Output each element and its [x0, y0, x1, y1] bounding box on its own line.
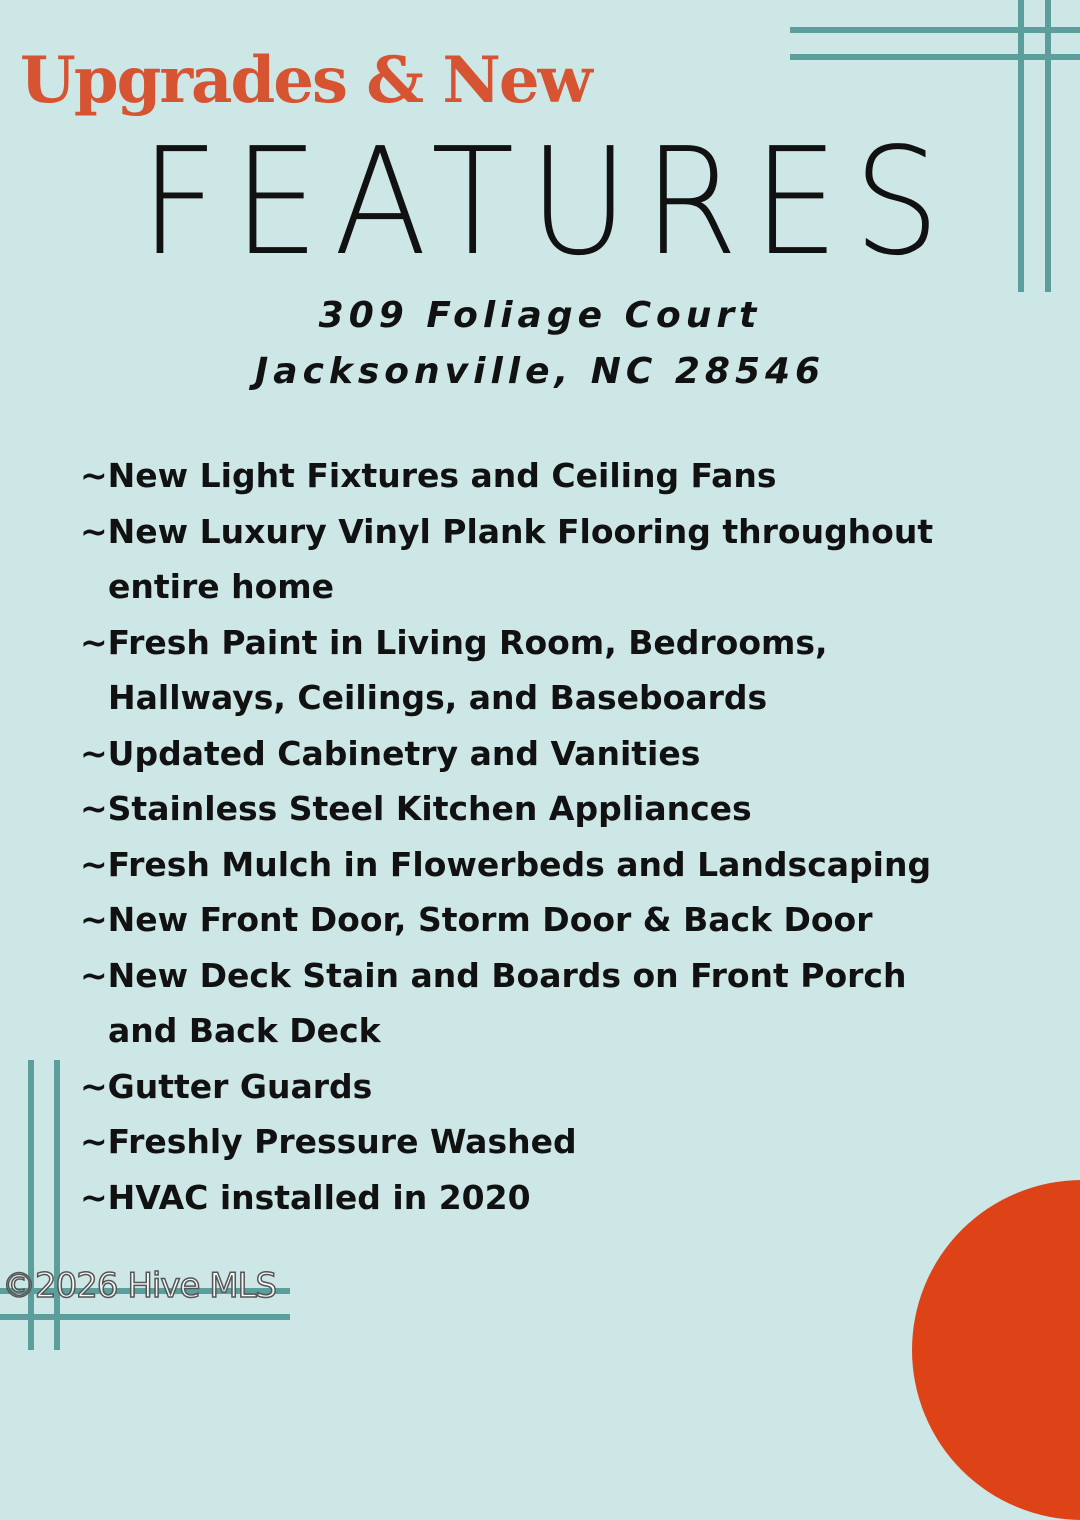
decorative-line-top-vertical-1: [1018, 0, 1024, 292]
decorative-line-top-vertical-2: [1045, 0, 1051, 292]
feature-text: ~New Deck Stain and Boards on Front Porch: [80, 955, 907, 995]
feature-item: [80, 615, 1010, 726]
decorative-line-top-horizontal-1: [790, 27, 1080, 33]
subtitle: Upgrades & New: [20, 43, 591, 118]
feature-item: [80, 1170, 1010, 1226]
address-street: 309 Foliage Court: [318, 295, 762, 336]
feature-text: ~New Luxury Vinyl Plank Flooring throughout: [80, 511, 934, 551]
feature-text-continued: Hallways, Ceilings, and Baseboards: [108, 678, 768, 717]
feature-item: [80, 726, 1010, 782]
feature-item: [80, 892, 1010, 948]
feature-item: [80, 948, 1010, 1059]
feature-text: ~Freshly Pressure Washed: [80, 1122, 577, 1161]
feature-text: ~Fresh Paint in Living Room, Bedrooms,: [80, 622, 828, 662]
feature-text-continued: entire home: [108, 567, 335, 606]
feature-text: ~HVAC installed in 2020: [80, 1177, 531, 1217]
feature-text: ~Gutter Guards: [80, 1066, 373, 1106]
feature-text: ~Updated Cabinetry and Vanities: [80, 733, 701, 773]
accent-circle: [912, 1180, 1080, 1520]
page-title: FEATURES: [140, 116, 955, 288]
feature-item: [80, 1114, 1010, 1170]
feature-item: [80, 837, 1010, 893]
feature-list: [80, 448, 1010, 1225]
feature-item: [80, 448, 1010, 504]
decorative-line-bottom-horizontal-2: [0, 1314, 290, 1320]
address-city: Jacksonville, NC 28546: [254, 351, 826, 392]
address-block: [0, 288, 1080, 400]
feature-item: [80, 504, 1010, 615]
decorative-line-bottom-vertical-2: [54, 1060, 60, 1350]
feature-text: ~Fresh Mulch in Flowerbeds and Landscaping: [80, 844, 932, 884]
feature-text: ~New Front Door, Storm Door & Back Door: [80, 900, 873, 939]
copyright-watermark: ©2026 Hive MLS: [2, 1266, 277, 1306]
feature-text: ~New Light Fixtures and Ceiling Fans: [80, 456, 777, 495]
feature-item: [80, 1059, 1010, 1115]
feature-text: ~Stainless Steel Kitchen Appliances: [80, 789, 752, 828]
feature-text-continued: and Back Deck: [108, 1011, 381, 1050]
feature-item: [80, 781, 1010, 837]
decorative-line-bottom-vertical-1: [28, 1060, 34, 1350]
decorative-line-top-horizontal-2: [790, 54, 1080, 60]
